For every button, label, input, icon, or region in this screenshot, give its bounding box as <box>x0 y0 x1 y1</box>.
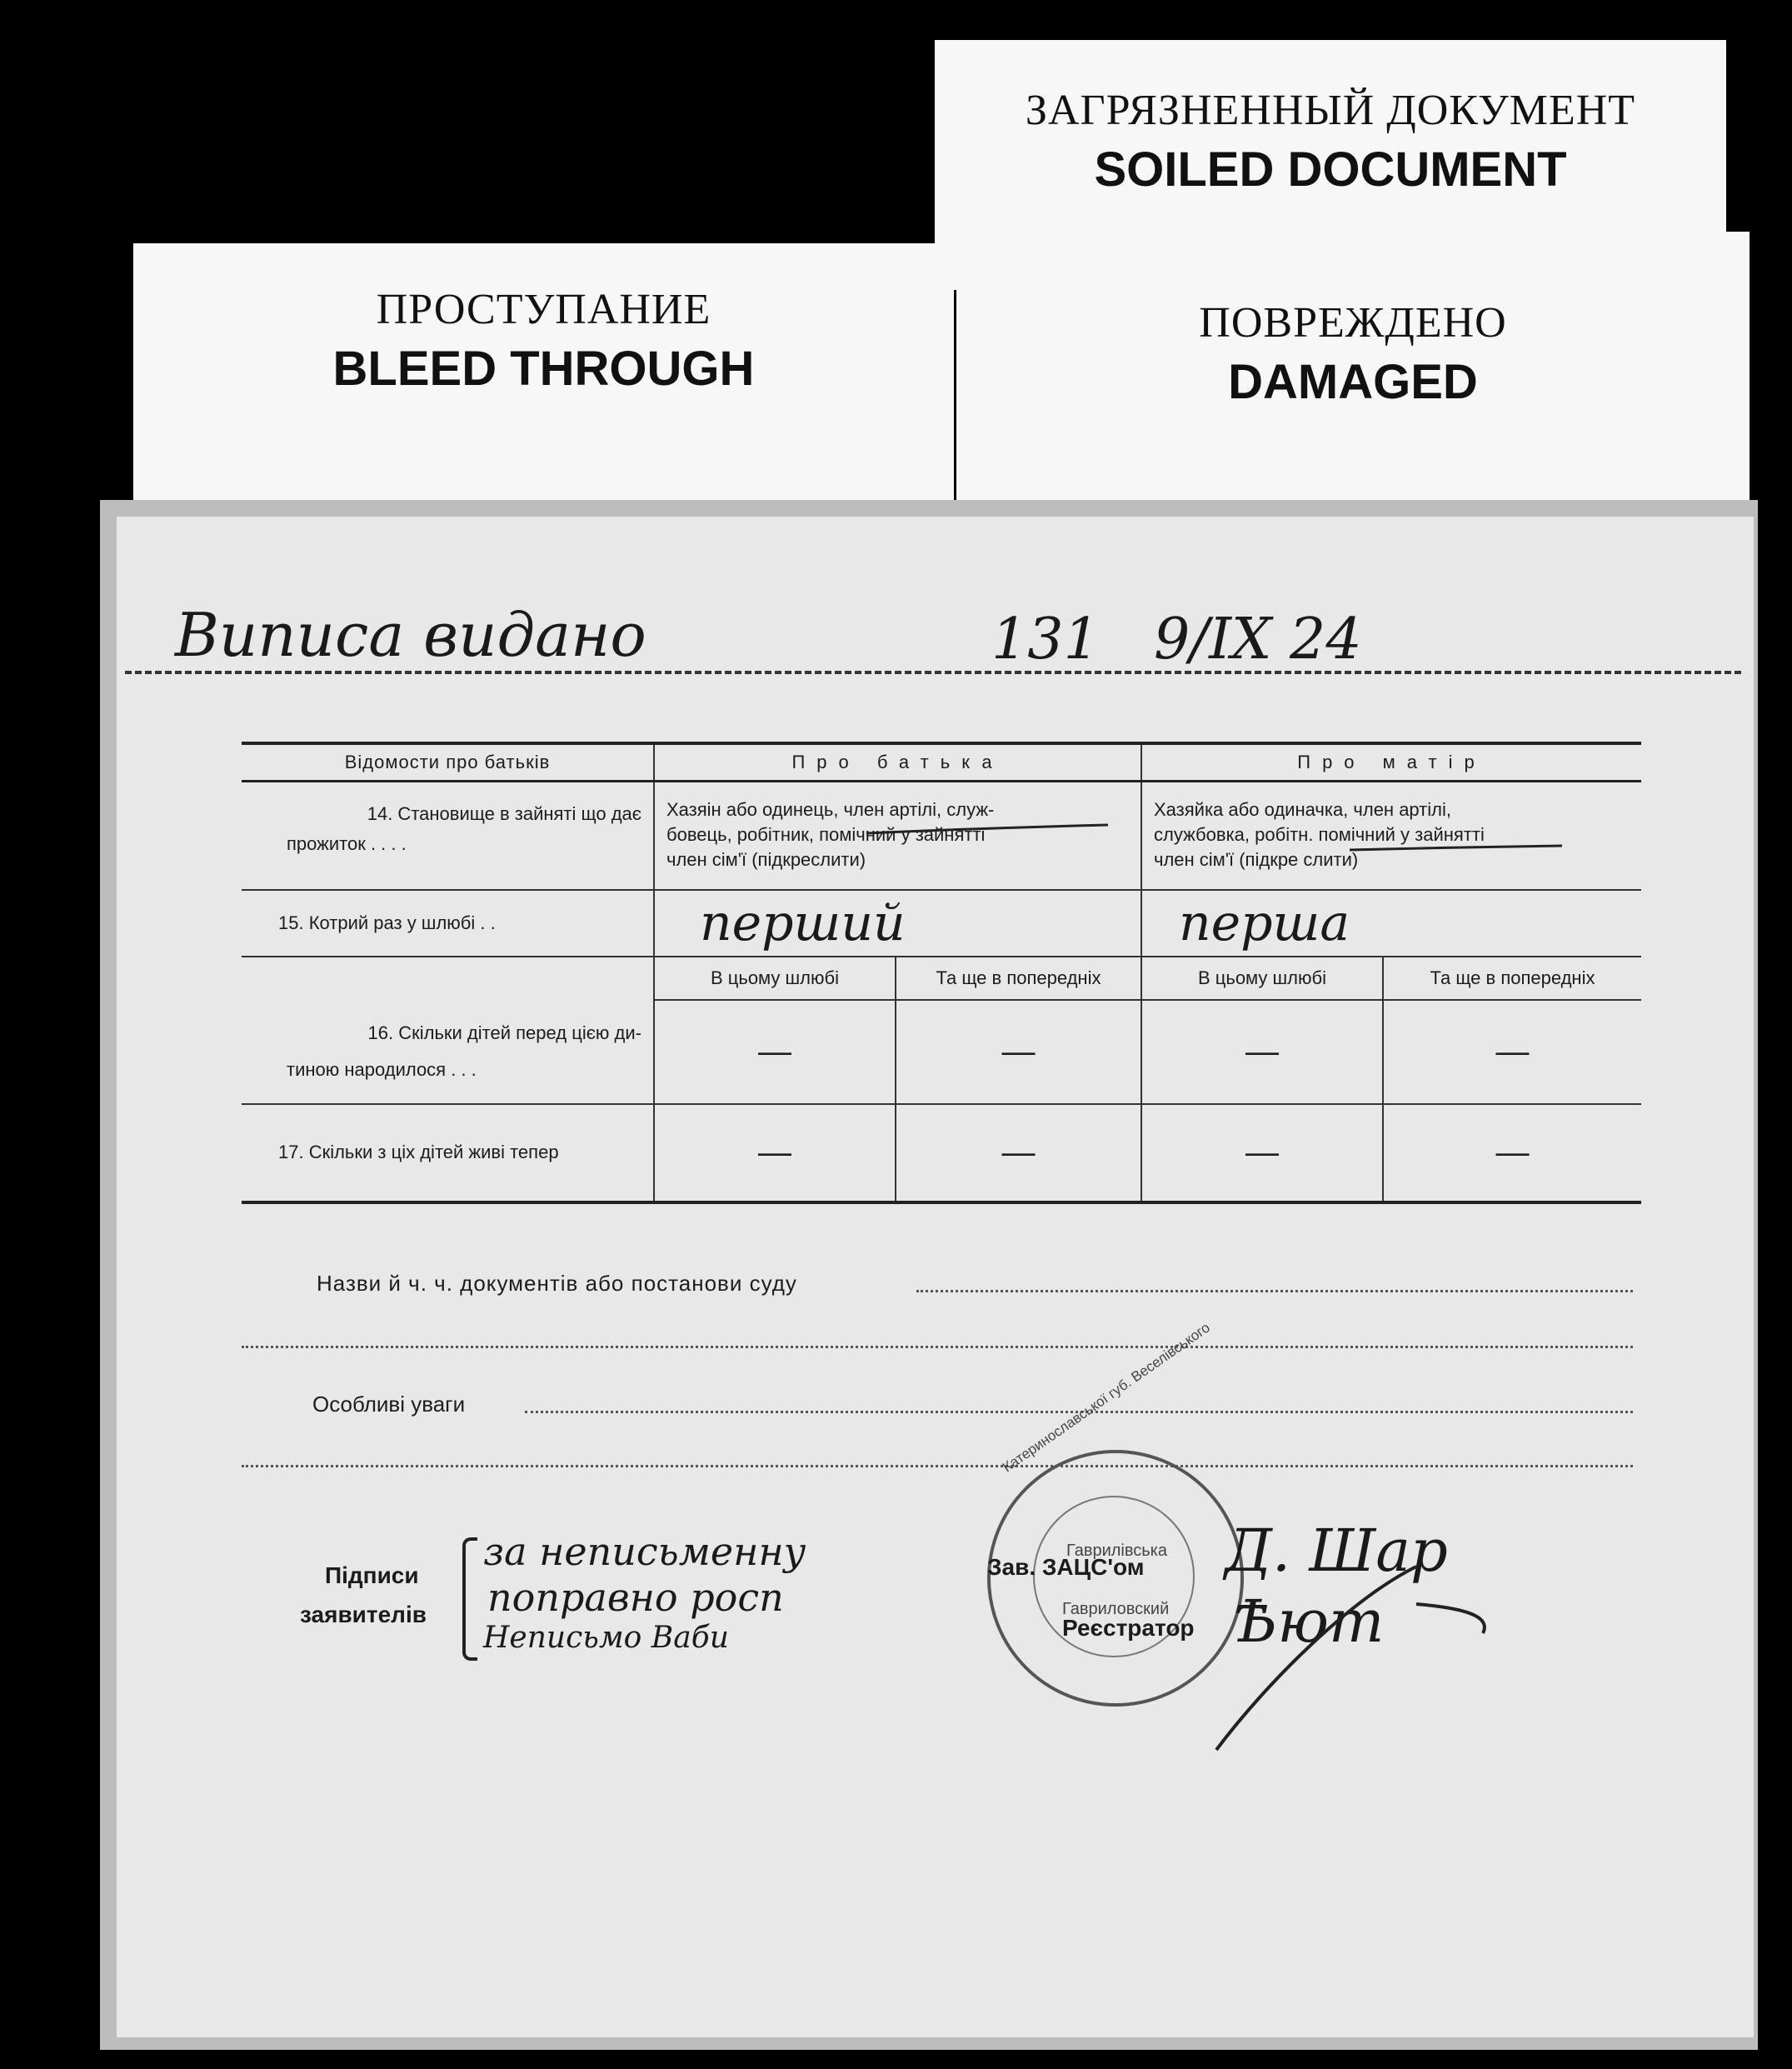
row15-label: 15. Котрий раз у шлюбі . . <box>278 912 496 933</box>
row14-father-1: Хазяін або одинець, член артілі, служ- <box>666 799 995 820</box>
row15-father-value: перший <box>700 893 906 952</box>
sub-header-previous-mother: Та ще в попередніх <box>1383 957 1641 1000</box>
sub-header-this-marriage-father: В цьому шлюбі <box>654 957 896 1000</box>
underline-stroke <box>866 825 1108 833</box>
head-label: Зав. ЗАЦС'ом <box>987 1554 1145 1580</box>
damaged-ru-label: ПОВРЕЖДЕНО <box>1199 299 1507 347</box>
row14-label-1: 14. Становище в зайняті що дає <box>367 803 641 824</box>
row15-mother-value: перша <box>1179 893 1350 952</box>
applicant-signature-3: Неписьмо Ваби <box>483 1621 729 1655</box>
row17-label: 17. Скільки з ціх дітей живі тепер <box>278 1142 559 1162</box>
row14-mother-3: член сім'ї (підкре слити) <box>1154 849 1359 870</box>
bleed-ru-label: ПРОСТУПАНИЕ <box>376 286 711 333</box>
signatures-label-1: Підписи <box>325 1562 419 1588</box>
sub-header-this-marriage-mother: В цьому шлюбі <box>1141 957 1383 1000</box>
col-header-info: Відомости про батьків <box>242 743 654 782</box>
row16-value: — <box>1383 1000 1641 1104</box>
underline-stroke <box>1350 846 1562 850</box>
row17-value: — <box>1383 1104 1641 1202</box>
row16-value: — <box>1141 1000 1383 1104</box>
registrar-signature: Ѣют <box>1233 1587 1385 1656</box>
row16-value: — <box>896 1000 1141 1104</box>
bleed-en-label: BLEED THROUGH <box>332 342 755 396</box>
row14-mother-2: службовка, робітн. помічний у зайнятті <box>1154 824 1485 845</box>
row17-value: — <box>896 1104 1141 1202</box>
row17-value: — <box>1141 1104 1383 1202</box>
row14-mother-1: Хазяйка або одиначка, член артілі, <box>1154 799 1451 820</box>
row14-father-3: член сім'ї (підкреслити) <box>666 849 866 870</box>
documents-label: Назви й ч. ч. документів або постанови суду <box>317 1271 797 1296</box>
remarks-label: Особливі уваги <box>312 1392 466 1417</box>
damaged-en-label: DAMAGED <box>1228 355 1478 409</box>
row16-label-1: 16. Скільки дітей перед цією ди- <box>367 1022 641 1043</box>
handwritten-date: 9/IX 24 <box>1154 607 1362 672</box>
handwritten-number: 131 <box>991 607 1100 672</box>
row16-value: — <box>654 1000 896 1104</box>
sub-header-previous-father: Та ще в попередніх <box>896 957 1141 1000</box>
col-header-father: Про батька <box>654 743 1141 782</box>
soiled-ru-label: ЗАГРЯЗНЕННЫЙ ДОКУМЕНТ <box>1025 87 1636 134</box>
stamp-text-1: Гаврилівська <box>1066 1542 1167 1560</box>
head-signature: Д. Шар <box>1225 1517 1448 1585</box>
signatures-label-2: заявителів <box>300 1602 427 1627</box>
registrar-label: Реєстратор <box>1062 1615 1195 1641</box>
applicant-signature-2: поправно росп <box>487 1575 784 1620</box>
signature-flourish <box>1216 1567 1416 1750</box>
stamp-outer-text: Катеринославської губ. Веселівського <box>1000 1319 1213 1476</box>
row14-father-2: бовець, робітник, помічний у зайнятті <box>666 824 986 845</box>
stamp-text-2: Гавриловский <box>1062 1600 1170 1618</box>
signature-flourish <box>1416 1604 1485 1633</box>
row14-label-2: прожиток . . . . <box>287 833 407 854</box>
handwritten-extract-note: Виписа видано <box>175 600 646 670</box>
row17-value: — <box>654 1104 896 1202</box>
col-header-mother: Про матір <box>1141 743 1641 782</box>
soiled-en-label: SOILED DOCUMENT <box>1094 142 1567 197</box>
applicant-signature-1: за неписьменну <box>483 1529 806 1574</box>
row16-label-2: тиною народилося . . . <box>287 1058 477 1080</box>
